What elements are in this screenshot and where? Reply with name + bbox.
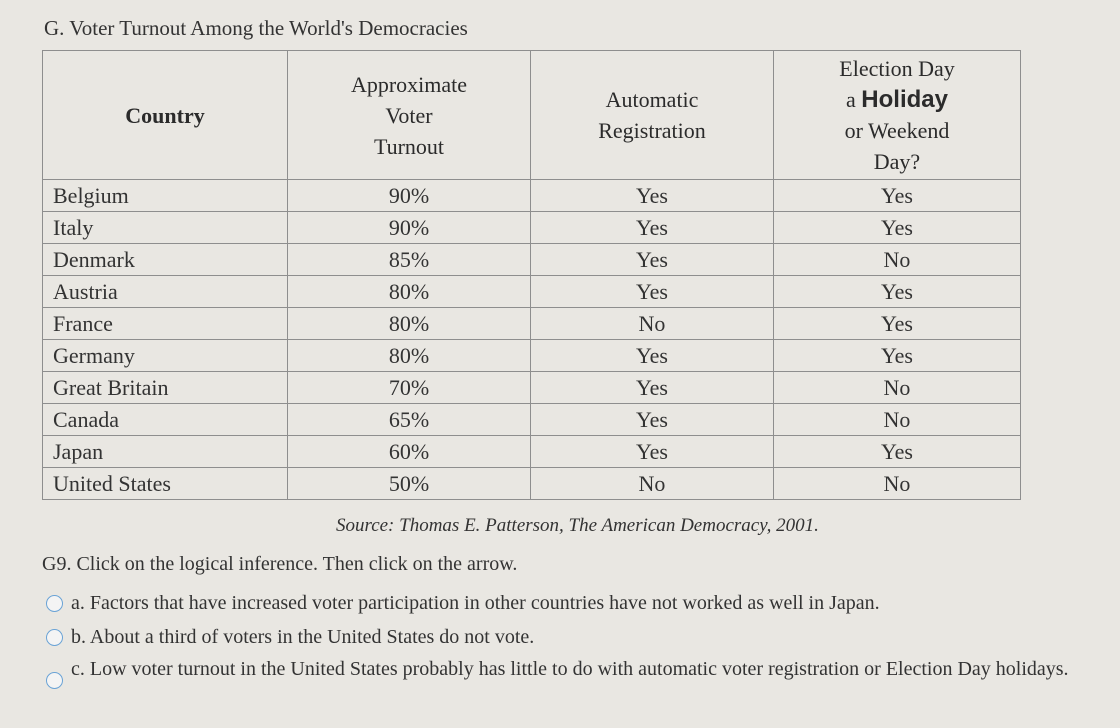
country-cell: United States [43, 468, 288, 500]
country-cell: Denmark [43, 244, 288, 276]
turnout-cell: 65% [288, 404, 531, 436]
table-row [43, 404, 1021, 436]
question-prompt: G9. Click on the logical inference. Then click on the arrow. [42, 553, 518, 575]
table-row [43, 340, 1021, 372]
holiday-cell: No [774, 372, 1021, 404]
registration-cell: Yes [531, 180, 774, 212]
holiday-cell: Yes [774, 276, 1021, 308]
country-cell: Austria [43, 276, 288, 308]
header-country: Country [43, 51, 288, 180]
turnout-cell: 85% [288, 244, 531, 276]
registration-cell: No [531, 308, 774, 340]
holiday-cell: Yes [774, 212, 1021, 244]
radio-button-c[interactable] [46, 672, 63, 689]
table-row [43, 212, 1021, 244]
holiday-cell: No [774, 404, 1021, 436]
table-header-row [43, 51, 1021, 180]
turnout-cell: 80% [288, 340, 531, 372]
option-c[interactable] [46, 656, 1106, 689]
holiday-cell: Yes [774, 180, 1021, 212]
page-title: G. Voter Turnout Among the World's Democracies [44, 16, 468, 40]
holiday-cell: No [774, 468, 1021, 500]
table-row [43, 244, 1021, 276]
turnout-cell: 50% [288, 468, 531, 500]
header-turnout: Approximate Voter Turnout [288, 51, 531, 180]
registration-cell: Yes [531, 212, 774, 244]
registration-cell: No [531, 468, 774, 500]
holiday-cell: Yes [774, 340, 1021, 372]
holiday-cell: No [774, 244, 1021, 276]
country-cell: Japan [43, 436, 288, 468]
country-cell: Great Britain [43, 372, 288, 404]
table-row [43, 436, 1021, 468]
country-cell: France [43, 308, 288, 340]
holiday-cell: Yes [774, 436, 1021, 468]
header-registration: Automatic Registration [531, 51, 774, 180]
country-cell: Italy [43, 212, 288, 244]
option-b[interactable] [46, 624, 534, 650]
country-cell: Canada [43, 404, 288, 436]
holiday-cell: Yes [774, 308, 1021, 340]
option-a-label: a. Factors that have increased voter participation in other countries have not worked as well in Japan. [71, 592, 880, 614]
country-cell: Belgium [43, 180, 288, 212]
table-body [43, 180, 1021, 500]
turnout-cell: 90% [288, 180, 531, 212]
turnout-cell: 60% [288, 436, 531, 468]
source-citation: Source: Thomas E. Patterson, The American Democracy, 2001. [336, 515, 819, 536]
header-holiday: Election Day a Holiday or Weekend Day? [774, 51, 1021, 180]
table-row [43, 180, 1021, 212]
registration-cell: Yes [531, 436, 774, 468]
turnout-cell: 80% [288, 308, 531, 340]
option-b-label: b. About a third of voters in the United States do not vote. [71, 626, 535, 648]
turnout-cell: 70% [288, 372, 531, 404]
registration-cell: Yes [531, 244, 774, 276]
voter-turnout-table [42, 50, 1021, 500]
option-c-label: c. Low voter turnout in the United States probably has little to do with automatic voter registration or Election Day holidays. [71, 658, 1069, 680]
radio-button-a[interactable] [46, 595, 63, 612]
table-row [43, 308, 1021, 340]
table-row [43, 372, 1021, 404]
option-a[interactable] [46, 590, 880, 616]
turnout-cell: 80% [288, 276, 531, 308]
registration-cell: Yes [531, 276, 774, 308]
turnout-cell: 90% [288, 212, 531, 244]
registration-cell: Yes [531, 340, 774, 372]
radio-button-b[interactable] [46, 629, 63, 646]
registration-cell: Yes [531, 404, 774, 436]
table-row [43, 468, 1021, 500]
country-cell: Germany [43, 340, 288, 372]
registration-cell: Yes [531, 372, 774, 404]
table-row [43, 276, 1021, 308]
